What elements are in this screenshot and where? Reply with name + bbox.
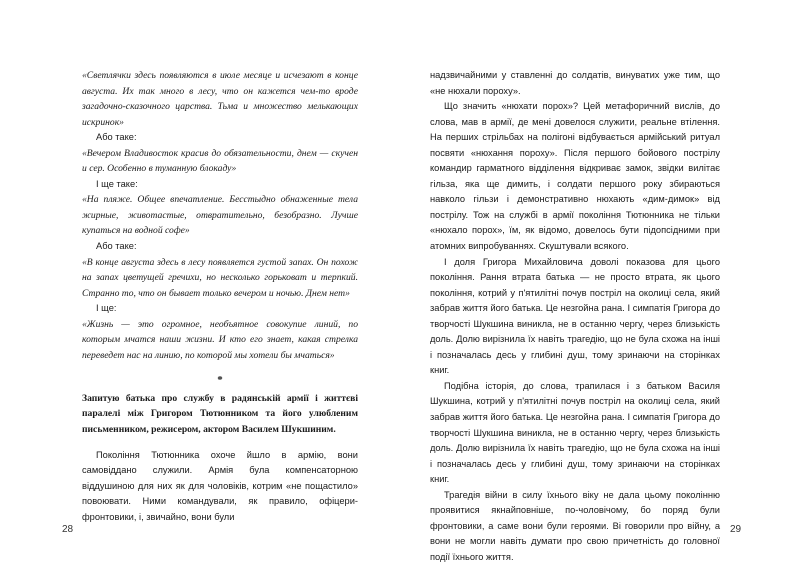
page-number-right: 29: [730, 524, 742, 535]
continued-paragraph: надзвичайними у ставленні до солдатів, винуватих уже тим, що «не нюхали пороху».: [430, 70, 720, 96]
quote-beach: «На пляже. Общее впечатление. Бесстыдно обнаженные тела жирные, животастые, отвратительно, безобразно. Лучше купаться на водной софе»: [82, 194, 358, 237]
quote-forest-smell: «В конце августа здесь в лесу появляется густой запах. Он похож на запах цветущей гречихи, но несколько горьковат и терпкий. Странно то, что он бывает только вечером и ночью. Днем нет»: [82, 256, 358, 299]
quote-vladivostok: «Вечером Владивосток красив до обязательности, днем — скучен и сер. Особенно в туманную блокаду»: [82, 147, 358, 175]
body-paragraph: І доля Григора Михайловича доволі показова для цього покоління. Рання втрата батька — не просто втрата, як цього покоління, котрий у п'ятилітні почув постріл на околиці села, який забрав життя його батька. Це незгойна рана. І симпатія Григора до творчості Шукшина виникла, не в останню чергу, через близькість доль. Долю вирізнила їх навіть трагедію, що не була схожа на інші і позначалась десь у глибині душ, тому зринаючи на сторінках книг.: [430, 256, 720, 376]
lead-line: І ще таке:: [96, 178, 138, 189]
section-separator: *: [217, 374, 223, 387]
left-page-text: [82, 68, 358, 525]
body-paragraph: Трагедія війни в силу їхнього віку не дала цьому поколінню проявитися якнайповніше, по-чоловічому, бо поряд були фронтовики, а саме вони були героями. Ві говорили про війну, а вони не могли навіть думати про свою причетність до головної події їхнього життя.: [430, 489, 720, 562]
interview-question: Запитую батька про службу в радянській армії і життєві паралелі між Григором Тютюнником та його улюбленим письменником, режисером, актором Василем Шукшиним.: [82, 392, 358, 436]
lead-line: І ще:: [96, 303, 117, 314]
page-number-left: 28: [62, 524, 74, 535]
body-paragraph: Що значить «нюхати порох»? Цей метафоричний вислів, до слова, мав в армії, де мені довелося служити, реальне втілення. На перших стрільбах на полігоні відбувається армійський ритуал посвяти «нюхання пороху». Після першого бойового пострілу командир гарматного відділення відкриває замок, звідки вилітає гільза, яка ще димить, і солдати першого року збираються навколо гільзи і демонстративно нюхають «дим-димок» від пострілу. Тож на службі в армії покоління Тютюнника не тільки «нюхало порох», їм, як відомо, довелось бути підопсідними при атомних випробуваннях. Скуштували всякого.: [430, 101, 720, 252]
quote-life-lines: «Жизнь — это огромное, необъятное совокупие линий, по которым мчатся наши жизни. И кто его знает, какая стрелка переведет нас на линию, по которой мы хотели бы мчаться»: [82, 318, 358, 361]
body-paragraph: Подібна історія, до слова, трапилася і з батьком Василя Шукшина, котрий у п'ятилітні почув постріл на околиці села, який забрав життя його батька. Це незгойна рана. І симпатія Григора до творчості Шукшина виникла, не в останню чергу, через близькість доль. Долю вирізнила їх навіть трагедію, що не була схожа на інші і позначалась десь у глибині душ, тому зринаючи на сторінках книг.: [430, 380, 720, 485]
body-paragraph: Покоління Тютюнника охоче йшло в армію, вони самовіддано служили. Армія була компенсаторною віддушиною для них як для чоловіків, котрим «не пощастило» повоювати. Ними командували, як правило, офіцери-фронтовики, і, звичайно, вони були: [82, 449, 358, 522]
right-page-text: [430, 68, 720, 566]
right-page: [400, 0, 800, 560]
left-page: [0, 0, 400, 560]
quote-fireflies: «Светлячки здесь появляются в июле месяце и исчезают в конце августа. Их так много в лесу, что он кажется чем-то вроде загадочно-сказочного царства. Тьма и множество мелькающих искринок»: [82, 70, 358, 128]
lead-line: Або таке:: [96, 132, 137, 143]
lead-line: Або таке:: [96, 241, 137, 252]
